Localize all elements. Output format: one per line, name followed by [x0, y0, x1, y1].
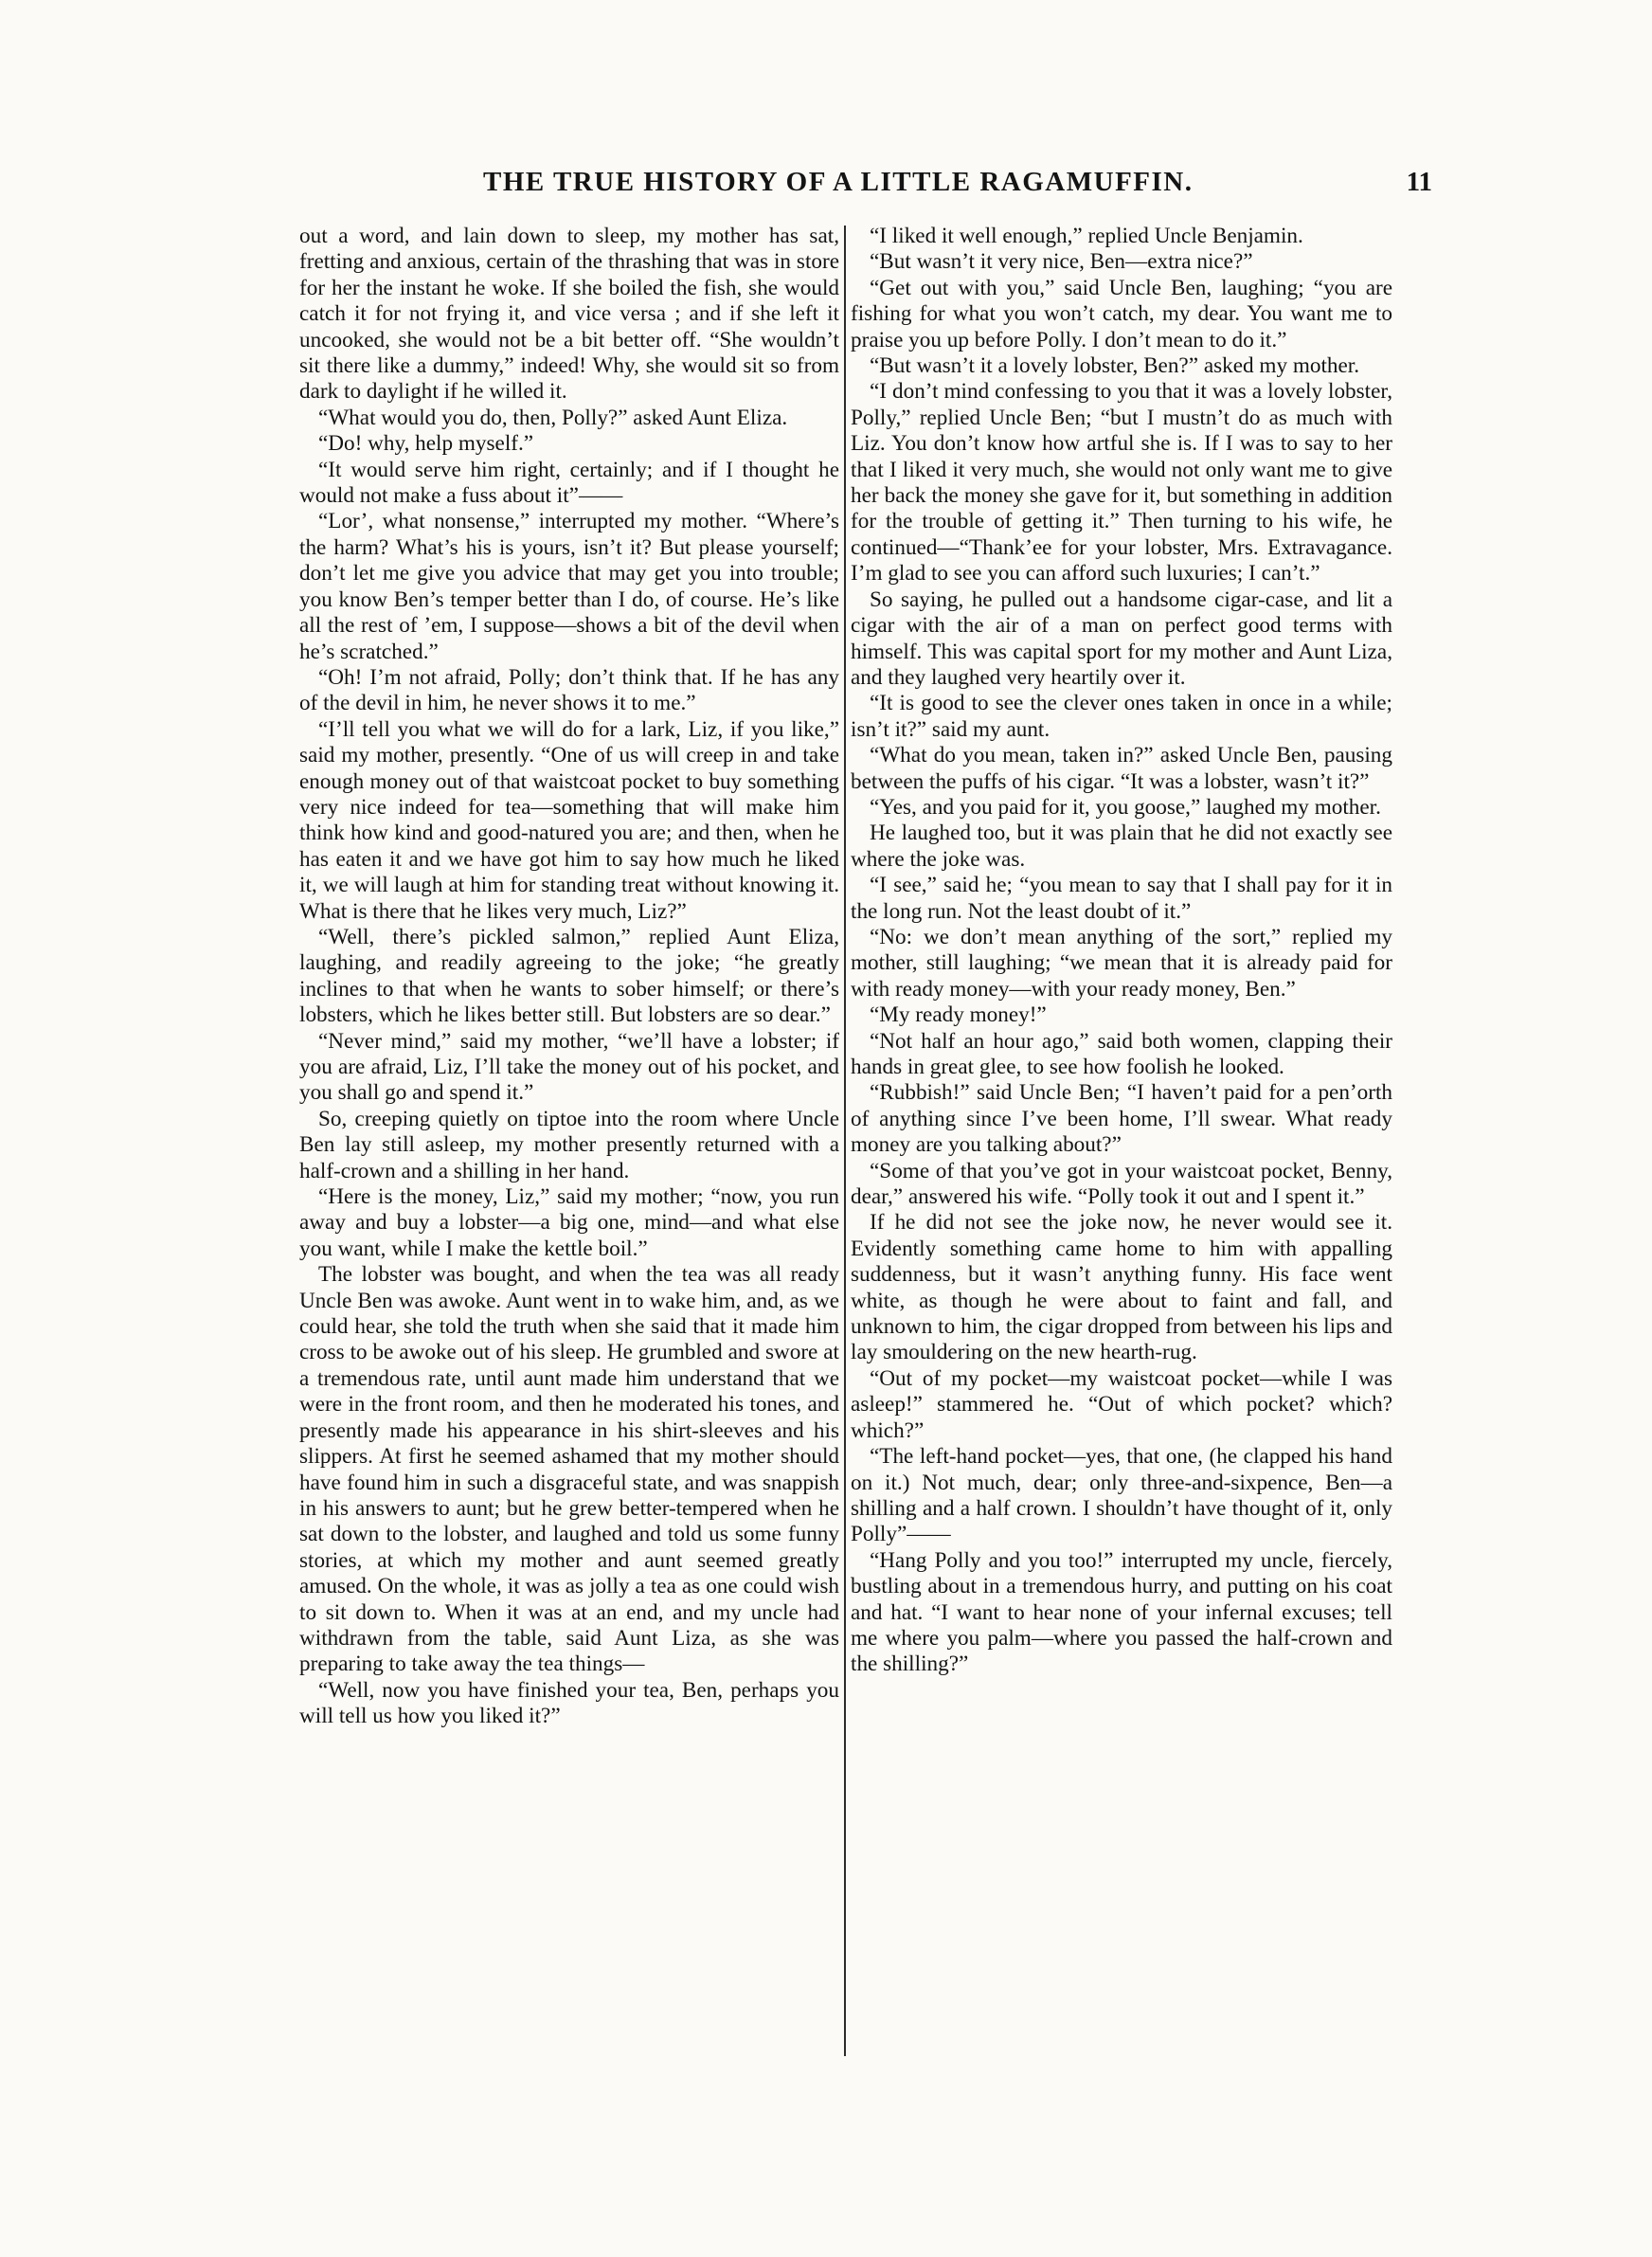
- paragraph: “Some of that you’ve got in your waistcoat pocket, Benny, dear,” answered his wife. “Polly took it out and I spent it.”: [851, 1158, 1392, 1210]
- paragraph: “It is good to see the clever ones taken in once in a while; isn’t it?” said my aunt.: [851, 691, 1392, 742]
- paragraph: “My ready money!”: [870, 1002, 1047, 1028]
- paragraph: “I see,” said he; “you mean to say that I shall pay for it in the long run. Not the least doubt of it.”: [851, 873, 1392, 924]
- paragraph: “Here is the money, Liz,” said my mother; “now, you run away and buy a lobster—a big one, mind—and what else you want, while I make the kettle boil.”: [299, 1184, 839, 1261]
- paragraph: He laughed too, but it was plain that he did not exactly see where the joke was.: [851, 821, 1392, 872]
- paragraph: “Well, there’s pickled salmon,” replied Aunt Eliza, laughing, and readily agreeing to the joke; “he greatly inclines to that when he wants to sober himself; or there’s lobsters, which he likes better still. But lobsters are so dear.”: [299, 924, 839, 1028]
- paragraph: “No: we don’t mean anything of the sort,” replied my mother, still laughing; “we mean that it is already paid for with ready money—with your ready money, Ben.”: [851, 924, 1392, 1002]
- paragraph: out a word, and lain down to sleep, my mother has sat, fretting and anxious, certain of the thrashing that was in store for her the instant he woke. If she boiled the fish, she would catch it for not frying it, and vice versa ; and if she left it uncooked, she would not be a bit better off. “She wouldn’t sit there like a dummy,” indeed! Why, she would sit so from dark to daylight if he willed it.: [299, 224, 839, 405]
- right-column: [851, 224, 1392, 1678]
- paragraph: So, creeping quietly on tiptoe into the room where Uncle Ben lay still asleep, my mother presently returned with a half-crown and a shilling in her hand.: [299, 1106, 839, 1183]
- paragraph: “I’ll tell you what we will do for a lark, Liz, if you like,” said my mother, presently. “One of us will creep in and take enough money out of that waistcoat pocket to buy something very nice indeed for tea—something that will make him think how kind and good-natured you are; and then, when he has eaten it and we have got him to say how much he liked it, we will laugh at him for standing treat without knowing it. What is there that he likes very much, Liz?”: [299, 716, 839, 924]
- paragraph: “I don’t mind confessing to you that it was a lovely lobster, Polly,” replied Uncle Ben; “but I mustn’t do as much with Liz. You don’t know how artful she is. If I was to say to her that I liked it very much, she would not only want me to give her back the money she gave for it, but something in addition for the trouble of getting it.” Then turning to his wife, he continued—“Thank’ee for your lobster, Mrs. Extravagance. I’m glad to see you can afford such luxuries; I can’t.”: [851, 379, 1392, 587]
- paragraph: “It would serve him right, certainly; and if I thought he would not make a fuss about it”——: [299, 457, 839, 509]
- paragraph: “Out of my pocket—my waistcoat pocket—while I was asleep!” stammered he. “Out of which pocket? which? which?”: [851, 1365, 1392, 1443]
- left-column: [299, 224, 839, 1730]
- paragraph: “Get out with you,” said Uncle Ben, laughing; “you are fishing for what you won’t catch, my dear. You want me to praise you up before Polly. I don’t mean to do it.”: [851, 275, 1392, 352]
- paragraph: “Hang Polly and you too!” interrupted my uncle, fiercely, bustling about in a tremendous hurry, and putting on his coat and hat. “I want to hear none of your infernal excuses; tell me where you palm—where you passed the half-crown and the shilling?”: [851, 1547, 1392, 1677]
- paragraph: “Never mind,” said my mother, “we’ll have a lobster; if you are afraid, Liz, I’ll take the money out of his pocket, and you shall go and spend it.”: [299, 1028, 839, 1106]
- paragraph: “What do you mean, taken in?” asked Uncle Ben, pausing between the puffs of his cigar. “It was a lobster, wasn’t it?”: [851, 743, 1392, 794]
- running-header: [441, 167, 1432, 205]
- paragraph: “Do! why, help myself.”: [318, 431, 534, 457]
- paragraph: “Yes, and you paid for it, you goose,” laughed my mother.: [870, 794, 1381, 820]
- paragraph: “But wasn’t it a lovely lobster, Ben?” asked my mother.: [870, 353, 1360, 379]
- paragraph: If he did not see the joke now, he never would see it. Evidently something came home to him with appalling suddenness, but it wasn’t anything funny. His face went white, as though he were about to faint and fall, and unknown to him, the cigar dropped from between his lips and lay smouldering on the new hearth-rug.: [851, 1210, 1392, 1365]
- paragraph: The lobster was bought, and when the tea was all ready Uncle Ben was awoke. Aunt went in to wake him, and, as we could hear, she told the truth when she said that it made him cross to be awoke out of his sleep. He grumbled and swore at a tremendous rate, until aunt made him understand that we were in the front room, and then he moderated his tones, and presently made his appearance in his shirt-sleeves and his slippers. At first he seemed ashamed that my mother should have found him in such a disgraceful state, and was snappish in his answers to aunt; but he grew better-tempered when he sat down to the lobster, and laughed and told us some funny stories, at which my mother and aunt seemed greatly amused. On the whole, it was as jolly a tea as one could wish to sit down to. When it was at an end, and my uncle had withdrawn from the table, said Aunt Liza, as she was preparing to take away the tea things—: [299, 1262, 839, 1677]
- page-number: 11: [1406, 167, 1432, 197]
- paragraph: “But wasn’t it very nice, Ben—extra nice?”: [870, 249, 1253, 275]
- paragraph: “I liked it well enough,” replied Uncle Benjamin.: [870, 224, 1303, 248]
- paragraph: “Lor’, what nonsense,” interrupted my mother. “Where’s the harm? What’s his is yours, isn’t it? But please yourself; don’t let me give you advice that may get you into trouble; you know Ben’s temper better than I do, of course. He’s like all the rest of ’em, I suppose—shows a bit of the devil when he’s scratched.”: [299, 509, 839, 664]
- paragraph: “The left-hand pocket—yes, that one, (he clapped his hand on it.) Not much, dear; only three-and-sixpence, Ben—a shilling and a half crown. I shouldn’t have thought of it, only Polly”——: [851, 1444, 1392, 1547]
- paragraph: So saying, he pulled out a handsome cigar-case, and lit a cigar with the air of a man on perfect good terms with himself. This was capital sport for my mother and Aunt Liza, and they laughed very heartily over it.: [851, 587, 1392, 690]
- paragraph: “Oh! I’m not afraid, Polly; don’t think that. If he has any of the devil in him, he never shows it to me.”: [299, 664, 839, 716]
- column-divider: [844, 226, 846, 2056]
- paragraph: “Not half an hour ago,” said both women, clapping their hands in great glee, to see how foolish he looked.: [851, 1028, 1392, 1079]
- paragraph: “What would you do, then, Polly?” asked Aunt Eliza.: [318, 405, 788, 430]
- paragraph: “Rubbish!” said Uncle Ben; “I haven’t paid for a pen’orth of anything since I’ve been home, I’ll swear. What ready money are you talking about?”: [851, 1080, 1392, 1158]
- running-title: THE TRUE HISTORY OF A LITTLE RAGAMUFFIN.: [483, 167, 1194, 197]
- paragraph: “Well, now you have finished your tea, Ben, perhaps you will tell us how you liked it?”: [299, 1677, 839, 1729]
